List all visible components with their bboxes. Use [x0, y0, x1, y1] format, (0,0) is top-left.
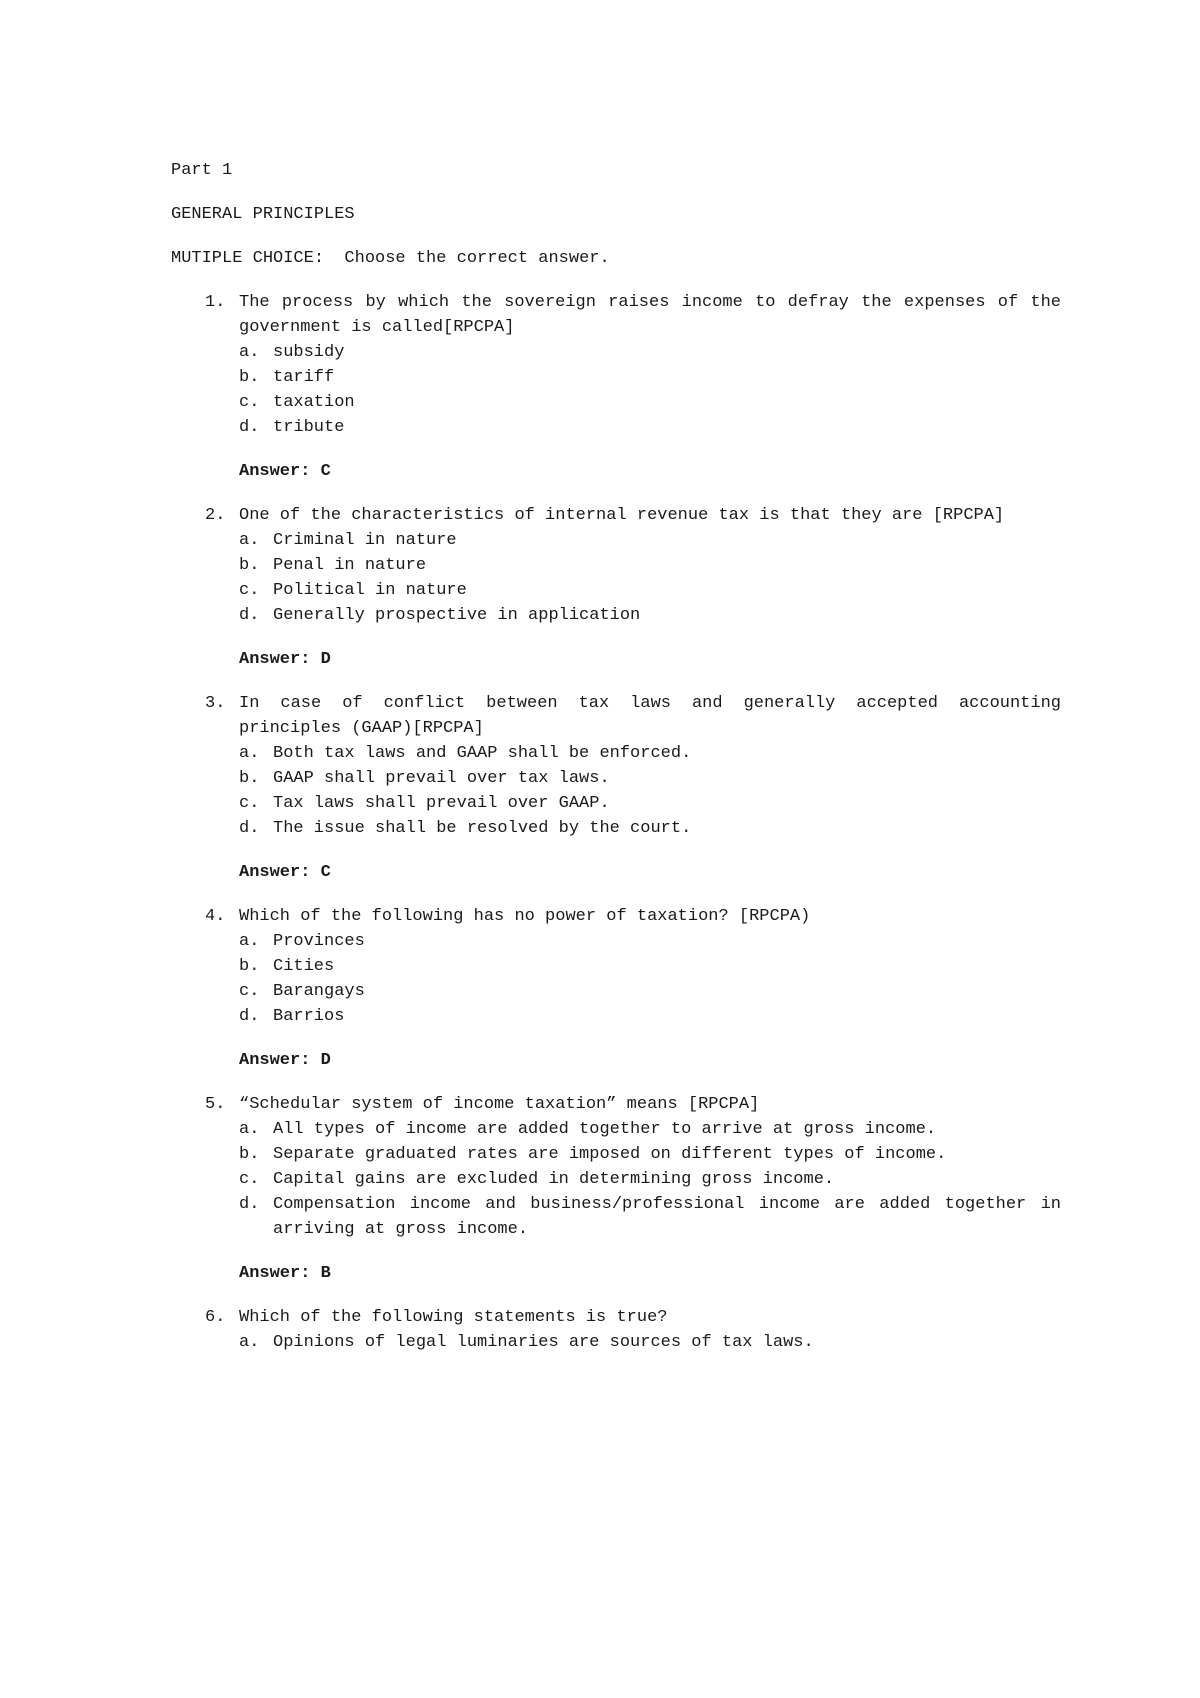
- answer-key: Answer: C: [239, 462, 331, 481]
- document-content: [171, 158, 1061, 1374]
- choice-letter: b.: [239, 556, 260, 575]
- question-item: [171, 691, 1061, 885]
- choice-letter: a.: [239, 343, 260, 362]
- choice-text: Political in nature: [273, 581, 467, 600]
- answer-key: Answer: C: [239, 863, 331, 882]
- question-number: 3.: [205, 694, 226, 713]
- choice-item: [239, 578, 1061, 603]
- question-text: One of the characteristics of internal revenue tax is that they are [RPCPA]: [239, 506, 1005, 525]
- question-number: 1.: [205, 293, 226, 312]
- choice-list: [239, 1330, 1061, 1355]
- choice-text: tribute: [273, 418, 345, 437]
- choice-text: Criminal in nature: [273, 531, 457, 550]
- choice-letter: d.: [239, 418, 260, 437]
- question-text: In case of conflict between tax laws and generally accepted accounting principles (GAAP)[RPCPA]: [239, 694, 1061, 738]
- choice-item: [239, 1330, 1061, 1355]
- choice-list: [239, 929, 1061, 1029]
- choice-letter: d.: [239, 819, 260, 838]
- choice-list: [239, 528, 1061, 628]
- choice-item: [239, 1192, 1061, 1242]
- choice-letter: c.: [239, 581, 260, 600]
- choice-text: Compensation income and business/professional income are added together in arriving at gross income.: [273, 1195, 1061, 1239]
- choice-item: [239, 1142, 1061, 1167]
- question-text: The process by which the sovereign raises income to defray the expenses of the government is called[RPCPA]: [239, 293, 1061, 337]
- section-heading: GENERAL PRINCIPLES: [171, 205, 355, 224]
- question-number: 5.: [205, 1095, 226, 1114]
- choice-letter: b.: [239, 957, 260, 976]
- question-item: [171, 1305, 1061, 1355]
- question-item: [171, 1092, 1061, 1286]
- choice-letter: c.: [239, 1170, 260, 1189]
- question-text: Which of the following statements is true?: [239, 1308, 668, 1327]
- choice-item: [239, 603, 1061, 628]
- choice-letter: b.: [239, 769, 260, 788]
- choice-text: All types of income are added together to arrive at gross income.: [273, 1120, 937, 1139]
- choice-text: GAAP shall prevail over tax laws.: [273, 769, 610, 788]
- choice-text: Barangays: [273, 982, 365, 1001]
- choice-item: [239, 791, 1061, 816]
- answer-key: Answer: D: [239, 1051, 331, 1070]
- choice-text: Barrios: [273, 1007, 345, 1026]
- choice-text: Opinions of legal luminaries are sources of tax laws.: [273, 1333, 814, 1352]
- choice-letter: c.: [239, 982, 260, 1001]
- choice-item: [239, 741, 1061, 766]
- choice-letter: d.: [239, 606, 260, 625]
- choice-text: Provinces: [273, 932, 365, 951]
- choice-item: [239, 365, 1061, 390]
- choice-text: taxation: [273, 393, 355, 412]
- choice-text: tariff: [273, 368, 335, 387]
- choice-item: [239, 1167, 1061, 1192]
- answer-key: Answer: D: [239, 650, 331, 669]
- choice-item: [239, 415, 1061, 440]
- choice-letter: c.: [239, 393, 260, 412]
- question-number: 4.: [205, 907, 226, 926]
- choice-list: [239, 1117, 1061, 1242]
- choice-letter: a.: [239, 531, 260, 550]
- choice-letter: b.: [239, 1145, 260, 1164]
- question-item: [171, 503, 1061, 672]
- question-number: 6.: [205, 1308, 226, 1327]
- choice-text: subsidy: [273, 343, 345, 362]
- choice-list: [239, 741, 1061, 841]
- choice-item: [239, 1117, 1061, 1142]
- choice-letter: d.: [239, 1007, 260, 1026]
- choice-letter: c.: [239, 794, 260, 813]
- choice-item: [239, 816, 1061, 841]
- choice-item: [239, 340, 1061, 365]
- question-list: [171, 290, 1061, 1355]
- part-heading: Part 1: [171, 161, 233, 180]
- choice-list: [239, 340, 1061, 440]
- question-number: 2.: [205, 506, 226, 525]
- question-item: [171, 290, 1061, 484]
- answer-key: Answer: B: [239, 1264, 331, 1283]
- choice-text: Cities: [273, 957, 335, 976]
- choice-letter: a.: [239, 932, 260, 951]
- choice-item: [239, 979, 1061, 1004]
- question-text: Which of the following has no power of taxation? [RPCPA): [239, 907, 811, 926]
- choice-item: [239, 929, 1061, 954]
- instructions: MUTIPLE CHOICE: Choose the correct answer.: [171, 249, 610, 268]
- choice-text: Capital gains are excluded in determining gross income.: [273, 1170, 835, 1189]
- choice-item: [239, 553, 1061, 578]
- question-item: [171, 904, 1061, 1073]
- choice-text: The issue shall be resolved by the court.: [273, 819, 692, 838]
- choice-item: [239, 954, 1061, 979]
- choice-letter: d.: [239, 1195, 260, 1214]
- choice-letter: a.: [239, 1333, 260, 1352]
- choice-item: [239, 528, 1061, 553]
- choice-letter: a.: [239, 744, 260, 763]
- choice-text: Separate graduated rates are imposed on different types of income.: [273, 1145, 947, 1164]
- choice-text: Tax laws shall prevail over GAAP.: [273, 794, 610, 813]
- choice-text: Both tax laws and GAAP shall be enforced.: [273, 744, 692, 763]
- choice-letter: a.: [239, 1120, 260, 1139]
- choice-text: Generally prospective in application: [273, 606, 641, 625]
- choice-letter: b.: [239, 368, 260, 387]
- choice-item: [239, 390, 1061, 415]
- choice-item: [239, 1004, 1061, 1029]
- choice-text: Penal in nature: [273, 556, 427, 575]
- question-text: “Schedular system of income taxation” means [RPCPA]: [239, 1095, 760, 1114]
- choice-item: [239, 766, 1061, 791]
